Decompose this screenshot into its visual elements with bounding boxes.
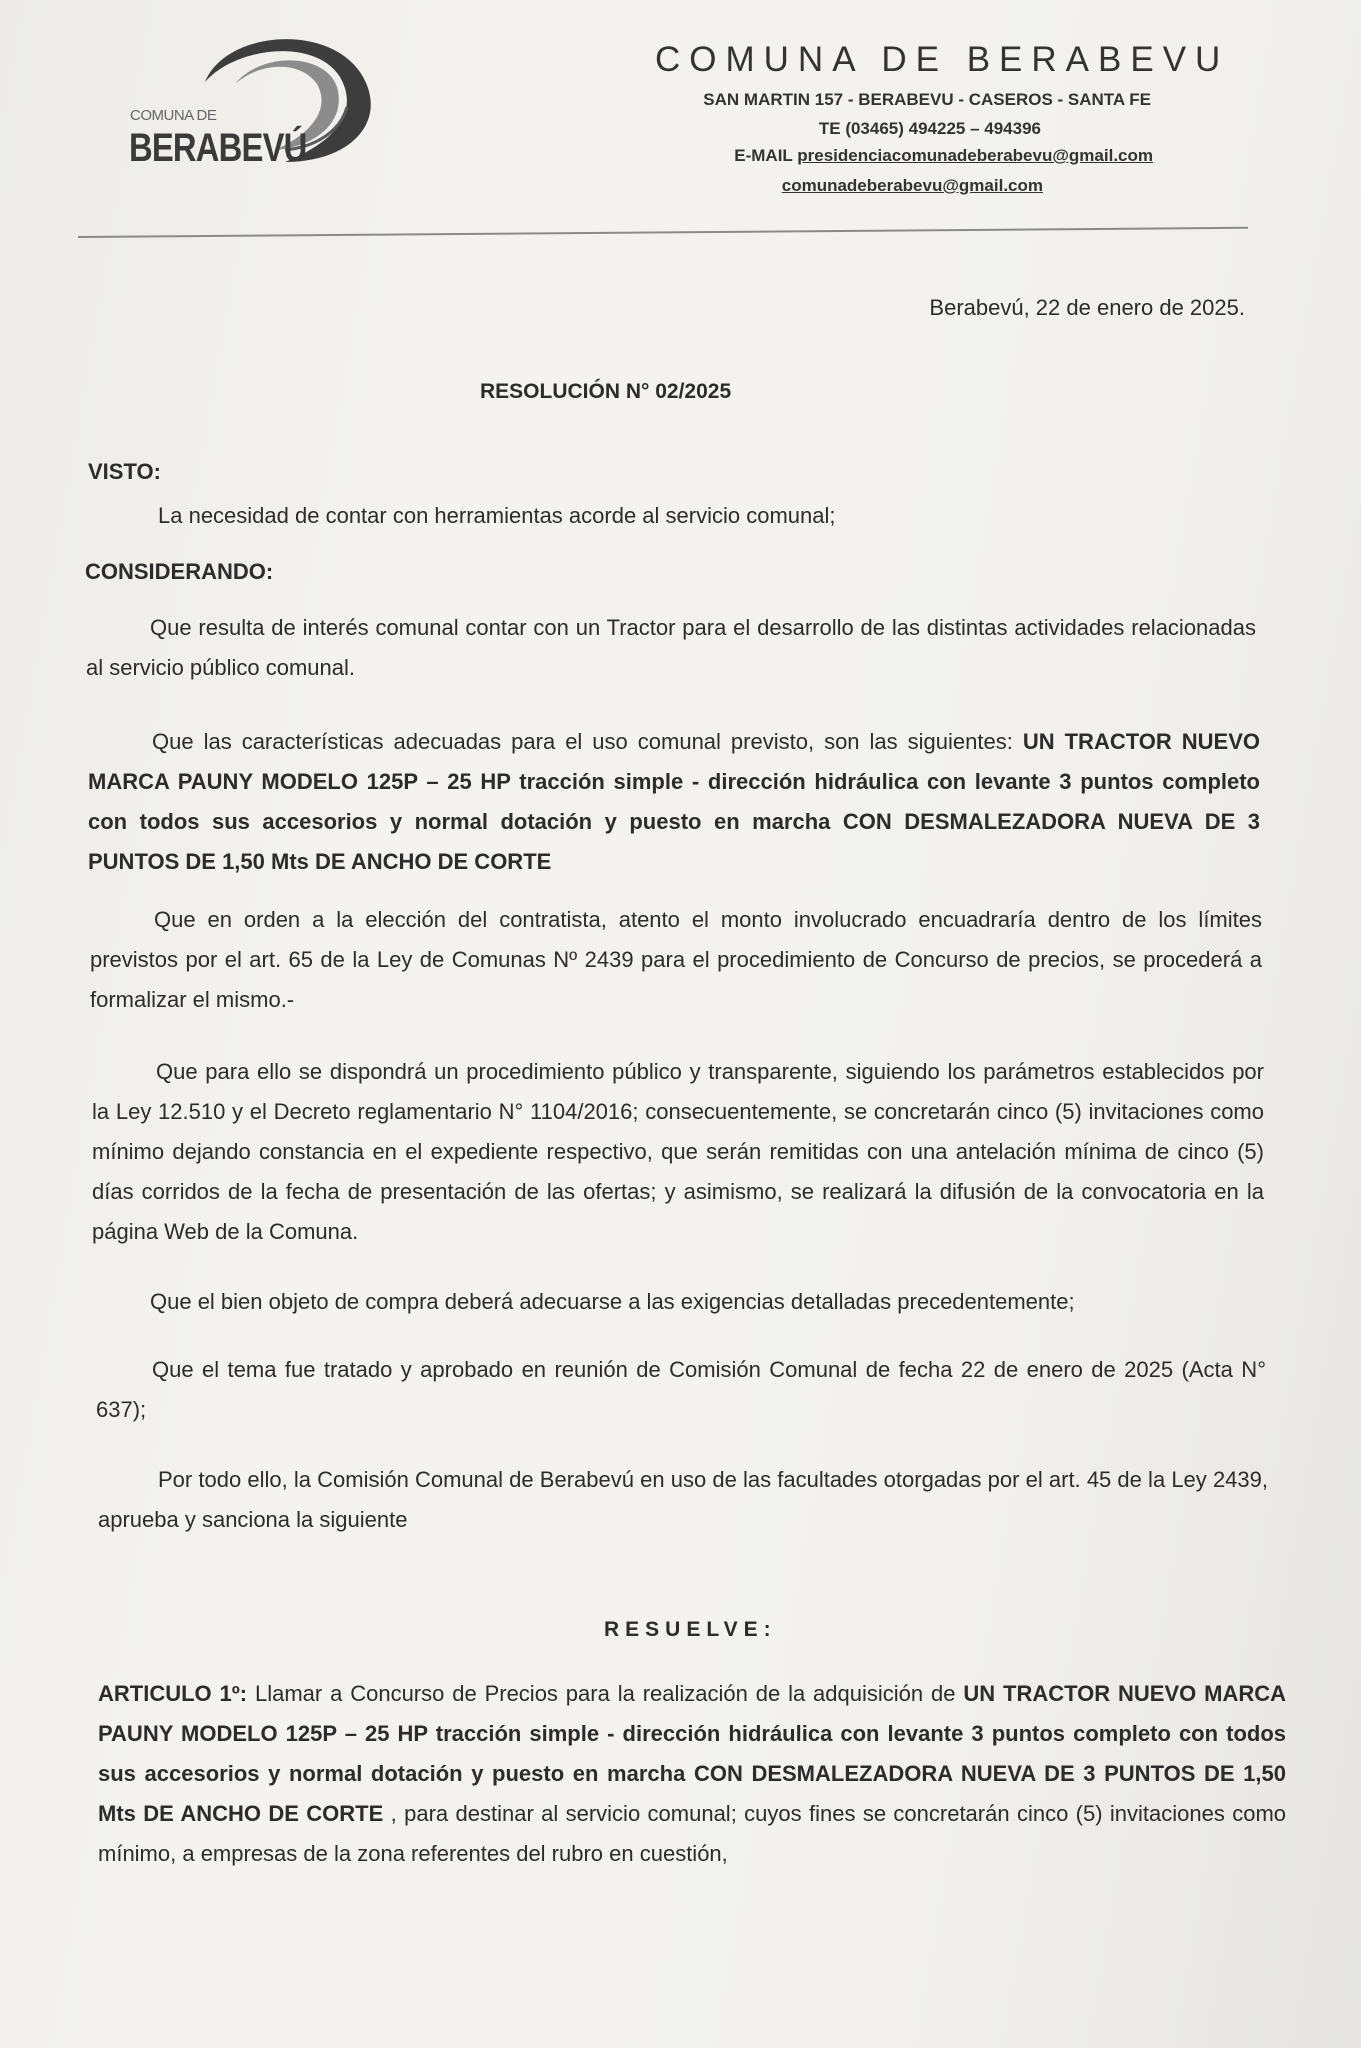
paragraph-2	[88, 722, 1260, 882]
paragraph-4: Que para ello se dispondrá un procedimiento público y transparente, siguiendo los parámetros establecidos por la Ley 12.510 y el Decreto reglamentario N° 1104/2016; consecuentemente, se concretarán cinco (5) invitaciones como mínimo dejando constancia en el expediente respectivo, que serán remitidas con una antelación mínima de cinco (5) días corridos de la fecha de presentación de las ofertas; y asimismo, se realizará la difusión de la convocatoria en la página Web de la Comuna.	[92, 1059, 1264, 1244]
paragraph-7: Por todo ello, la Comisión Comunal de Berabevú en uso de las facultades otorgadas por el art. 45 de la Ley 2439, aprueba y sanciona la siguiente	[98, 1467, 1268, 1532]
logo-wordmark: BERABEVÚ	[129, 126, 307, 170]
comuna-logo	[125, 22, 395, 192]
article-1-intro: Llamar a Concurso de Precios para la realización de la adquisición de	[247, 1681, 964, 1706]
email-link-1[interactable]: presidenciacomunadeberabevu@gmail.com	[797, 146, 1153, 165]
header-address: SAN MARTIN 157 - BERABEVU - CASEROS - SANTA FE	[703, 90, 1151, 109]
logo-small-text: COMUNA DE	[130, 107, 217, 124]
article-1-rest: , para destinar al servicio comunal; cuyos fines se concretarán cinco (5) invitaciones como mínimo, a empresas de la zona referentes del rubro en cuestión,	[98, 1801, 1287, 1866]
paragraph-3: Que en orden a la elección del contratista, atento el monto involucrado encuadraría dentro de los límites previstos por el art. 65 de la Ley de Comunas Nº 2439 para el procedimiento de Concurso de precios, se procederá a formalizar el mismo.-	[90, 907, 1262, 1012]
paragraph-6: Que el tema fue tratado y aprobado en reunión de Comisión Comunal de fecha 22 de enero de 2025 (Acta N° 637);	[96, 1357, 1266, 1422]
paragraph-2-intro: Que las características adecuadas para el uso comunal previsto, son las siguientes:	[152, 729, 1023, 754]
paragraph-1: Que resulta de interés comunal contar con un Tractor para el desarrollo de las distintas actividades relacionadas al servicio público comunal.	[86, 615, 1256, 680]
header-title: COMUNA DE BERABEVU	[655, 40, 1230, 79]
email-label: E-MAIL	[734, 146, 793, 165]
article-1-bold: UN TRACTOR NUEVO MARCA PAUNY MODELO 125P – 25 HP tracción simple - dirección hidráulica con levante 3 puntos completo con todos sus accesorios y normal dotación y puesto en marcha CON DESMALEZADORA NUEVA DE 3 PUNTOS DE 1,50 Mts DE ANCHO DE CORTE	[98, 1681, 1286, 1826]
visto-heading: VISTO:	[88, 459, 161, 484]
visto-text: La necesidad de contar con herramientas acorde al servicio comunal;	[158, 503, 836, 528]
resuelve-heading: RESUELVE:	[604, 1618, 777, 1641]
header-email-line	[734, 146, 1153, 166]
article-1-label: ARTICULO 1º:	[98, 1681, 248, 1706]
article-1	[98, 1674, 1286, 1874]
resolution-title: RESOLUCIÓN N° 02/2025	[480, 380, 732, 403]
header-phone: TE (03465) 494225 – 494396	[818, 119, 1041, 138]
paragraph-5: Que el bien objeto de compra deberá adecuarse a las exigencias detalladas precedentemente;	[150, 1289, 1075, 1314]
email-link-2[interactable]: comunadeberabevu@gmail.com	[781, 176, 1043, 195]
paragraph-2-bold: UN TRACTOR NUEVO MARCA PAUNY MODELO 125P – 25 HP tracción simple - dirección hidráulica con levante 3 puntos completo con todos sus accesorios y normal dotación y puesto en marcha CON DESMALEZADORA NUEVA DE 3 PUNTOS DE 1,50 Mts DE ANCHO DE CORTE	[88, 729, 1260, 874]
header-divider	[78, 227, 1248, 238]
considerando-heading: CONSIDERANDO:	[85, 559, 274, 584]
document-date: Berabevú, 22 de enero de 2025.	[929, 295, 1245, 320]
